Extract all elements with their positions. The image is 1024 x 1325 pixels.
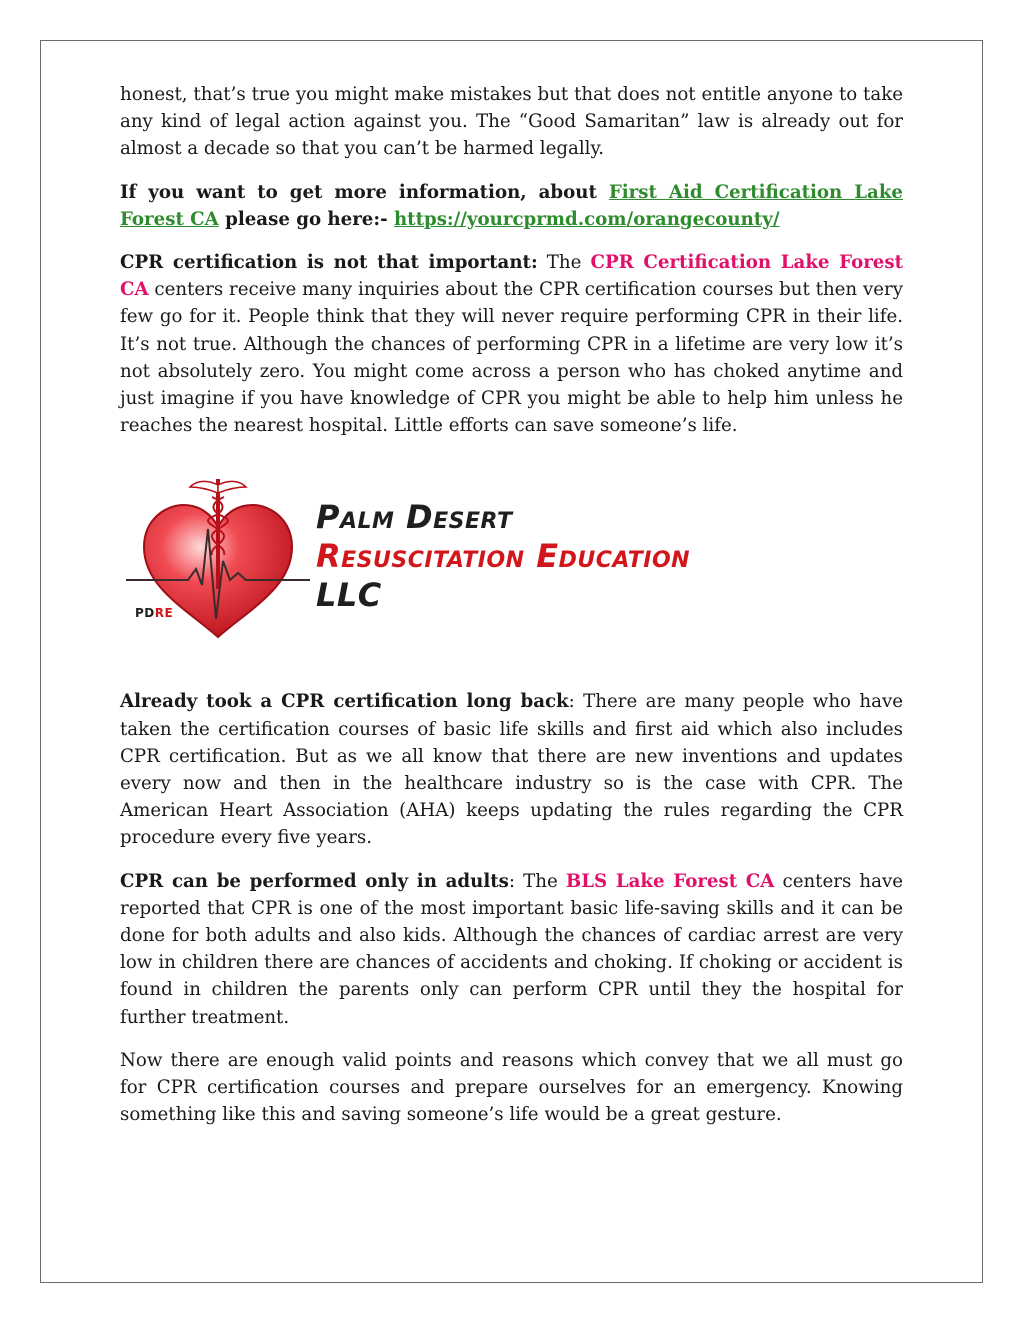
paragraph-only-adults	[120, 868, 903, 1031]
pdre-logo	[126, 469, 906, 654]
yourcprmd-url-link[interactable]: https://yourcprmd.com/orangecounty/	[393, 208, 780, 230]
first-aid-certification-link[interactable]: First Aid Certification Lake Forest CA	[120, 181, 903, 230]
paragraph-more-info	[120, 179, 903, 233]
heading-not-important: CPR certification is not that important:	[120, 252, 538, 274]
document-body	[120, 81, 903, 1128]
more-info-text: If you want to get more information, about	[120, 181, 609, 203]
heading-only-adults: CPR can be performed only in adults	[120, 870, 509, 892]
logo-abbr-pd: PD	[135, 606, 155, 621]
paragraph-good-samaritan: honest, that’s true you might make mistakes but that does not entitle anyone to take any kind of legal action against you. The “Good Samaritan” law is already out for almost a decade so that you can’t be harmed legally.	[120, 84, 903, 160]
p3-pre: The	[537, 252, 591, 274]
p5-pre: : The	[508, 870, 566, 892]
logo-line-llc: LLC	[316, 576, 382, 615]
heading-long-back: Already took a CPR certification long back	[120, 691, 569, 713]
logo-line-palm-desert: Palm Desert	[316, 498, 513, 537]
logo-line-resuscitation-education: Resuscitation Education	[316, 537, 691, 576]
cpr-certification-keyword: CPR Certification Lake Forest CA	[120, 252, 903, 301]
p3-body: centers receive many inquiries about the CPR certification courses but then very few go for it. People think that they will never require performing CPR in their life. It’s not true. Although the chances of performing CPR in a lifetime are very low it’s not absolutely zero. You might come across a person who has choked anytime and just imagine if you have knowledge of CPR you might be able to help him unless he reaches the nearest hospital. Little efforts can save someone’s life.	[120, 279, 903, 437]
paragraph-not-important	[120, 249, 903, 439]
p4-body: : There are many people who have taken the certification courses of basic life skills and first aid which also includes CPR certification. But as we all know that there are new inventions and updates every now and then in the healthcare industry so is the case with CPR. The American Heart Association (AHA) keeps updating the rules regarding the CPR procedure every five years.	[120, 691, 903, 849]
bls-keyword: BLS Lake Forest CA	[565, 870, 775, 892]
logo-abbreviation	[135, 606, 173, 620]
p5-body: centers have reported that CPR is one of the most important basic life-saving skills and it can be done for both adults and also kids. Although the chances of cardiac arrest are very low in children there are chances of accidents and choking. If choking or accident is found in children the parents only can perform CPR until they the hospital for further treatment.	[120, 870, 904, 1028]
paragraph-conclusion: Now there are enough valid points and reasons which convey that we all must go for CPR certification courses and prepare ourselves for an emergency. Knowing something like this and saving someone’s life would be a great gesture.	[120, 1049, 903, 1126]
logo-abbr-re: RE	[154, 606, 174, 621]
more-info-go-here: please go here:-	[218, 208, 394, 230]
logo-wordmark	[316, 498, 690, 615]
paragraph-long-back	[120, 688, 903, 851]
